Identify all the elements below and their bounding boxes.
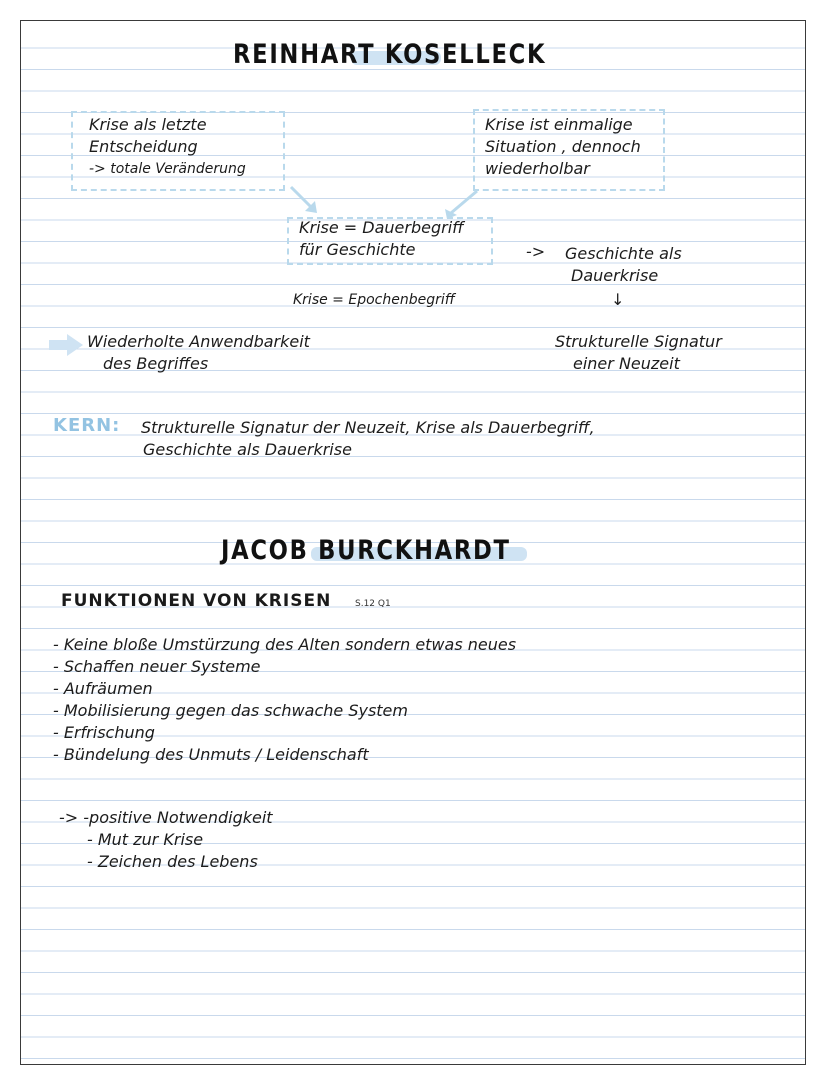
arrow-left-to-center: [291, 187, 313, 209]
koselleck-title: REINHART KOSELLECK: [233, 39, 547, 70]
box-right-line: Situation , dennoch: [485, 137, 641, 156]
box-left-line: Entscheidung: [89, 137, 198, 156]
arrow-right-to-center: [451, 191, 477, 213]
geschichte-line-2: Dauerkrise: [571, 266, 659, 285]
box-center-text: [299, 217, 464, 261]
function-item: - Bündelung des Unmuts / Leidenschaft: [53, 745, 369, 764]
box-left-line: Krise als letzte: [89, 115, 207, 134]
box-left-line: -> totale Veränderung: [89, 161, 246, 177]
function-item: - Schaffen neuer Systeme: [53, 657, 261, 676]
arrow-label: ->: [526, 242, 546, 261]
box-center-line: Krise = Dauerbegriff: [299, 218, 464, 237]
kern-label: KERN:: [53, 415, 121, 436]
highlight-arrow-icon: [47, 330, 87, 360]
box-center-line: für Geschichte: [299, 240, 416, 259]
signatur-line-2: einer Neuzeit: [573, 354, 680, 373]
function-item: - Erfrischung: [53, 723, 155, 742]
signatur-line-1: Strukturelle Signatur: [555, 332, 722, 351]
box-right-line: wiederholbar: [485, 159, 590, 178]
epochen-text: Krise = Epochenbegriff: [293, 292, 455, 308]
wiederholte-line-1: Wiederholte Anwendbarkeit: [87, 332, 310, 351]
geschichte-line-1: Geschichte als: [565, 244, 682, 263]
box-right-line: Krise ist einmalige: [485, 115, 633, 134]
wiederholte-line-2: des Begriffes: [103, 354, 209, 373]
function-item: - Mobilisierung gegen das schwache System: [53, 701, 408, 720]
burckhardt-title: JACOB BURCKHARDT: [221, 535, 511, 566]
kern-line-2: Geschichte als Dauerkrise: [143, 440, 352, 459]
source-reference: S.12 Q1: [355, 599, 391, 609]
notebook-page: [20, 20, 806, 1065]
kern-line-1: Strukturelle Signatur der Neuzeit, Krise als Dauerbegriff,: [141, 418, 595, 437]
funktionen-heading: FUNKTIONEN VON KRISEN: [61, 591, 332, 611]
conclusion-head: -> -positive Notwendigkeit: [59, 808, 273, 827]
functions-list: [53, 634, 516, 766]
connector-arrows: [21, 21, 807, 241]
conclusion-item: - Mut zur Krise: [87, 830, 204, 849]
function-item: - Keine bloße Umstürzung des Alten sondern etwas neues: [53, 635, 517, 654]
conclusion-item: - Zeichen des Lebens: [87, 852, 258, 871]
down-arrow: ↓: [611, 290, 625, 309]
function-item: - Aufräumen: [53, 679, 153, 698]
